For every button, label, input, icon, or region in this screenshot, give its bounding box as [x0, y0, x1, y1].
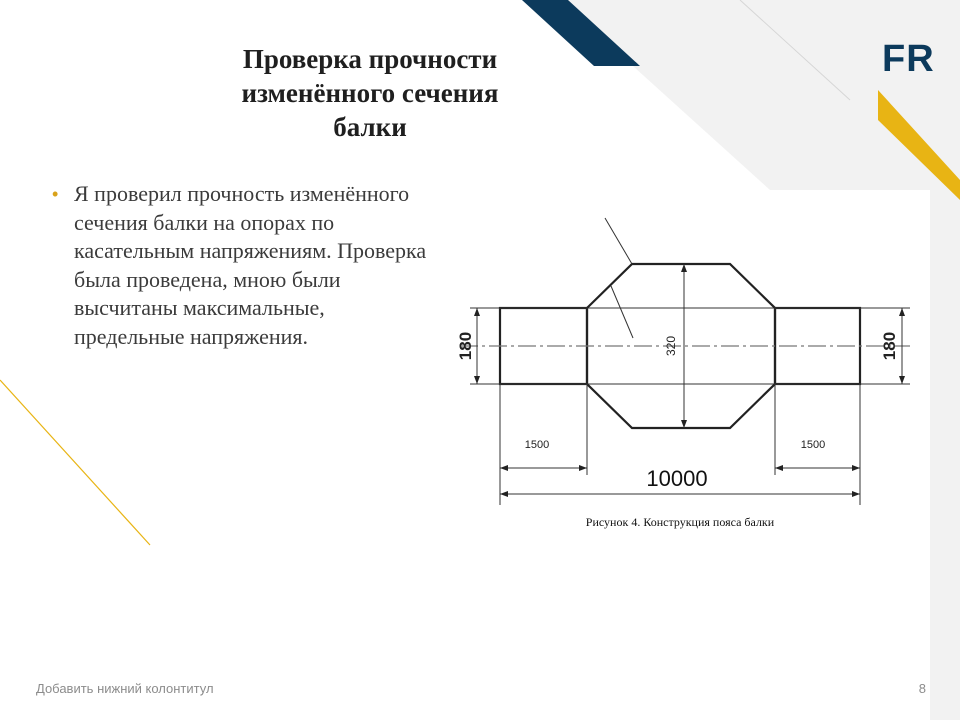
beam-drawing — [455, 190, 925, 540]
list-item — [52, 180, 432, 351]
title-line: изменённого сечения — [241, 78, 499, 108]
bullet-list — [52, 180, 432, 351]
dim-label-height-right: 180 — [880, 331, 899, 361]
dim-label-length-left: 1500 — [524, 439, 550, 451]
title-line: Проверка прочности — [242, 44, 498, 74]
slide-title — [190, 42, 550, 144]
bullet-text: Я проверил прочность изменённого сечения балки на опорах по касательным напряжениям. Проверка была проведена, мною были высчитаны максимальные, предельные напряжения. — [74, 181, 427, 349]
dim-label-height-left: 180 — [456, 331, 475, 361]
fr-logo: FR — [882, 38, 935, 80]
dim-label-height-center: 320 — [664, 335, 678, 357]
gold-diagonal-line — [0, 380, 150, 545]
page-number: 8 — [918, 681, 926, 696]
footer-text: Добавить нижний колонтитул — [36, 681, 214, 696]
dim-label-length-right: 1500 — [800, 439, 826, 451]
bullet-icon: • — [52, 184, 59, 204]
title-line: балки — [333, 112, 407, 142]
figure-caption: Рисунок 4. Конструкция пояса балки — [585, 515, 775, 529]
dim-label-total: 10000 — [646, 466, 708, 491]
